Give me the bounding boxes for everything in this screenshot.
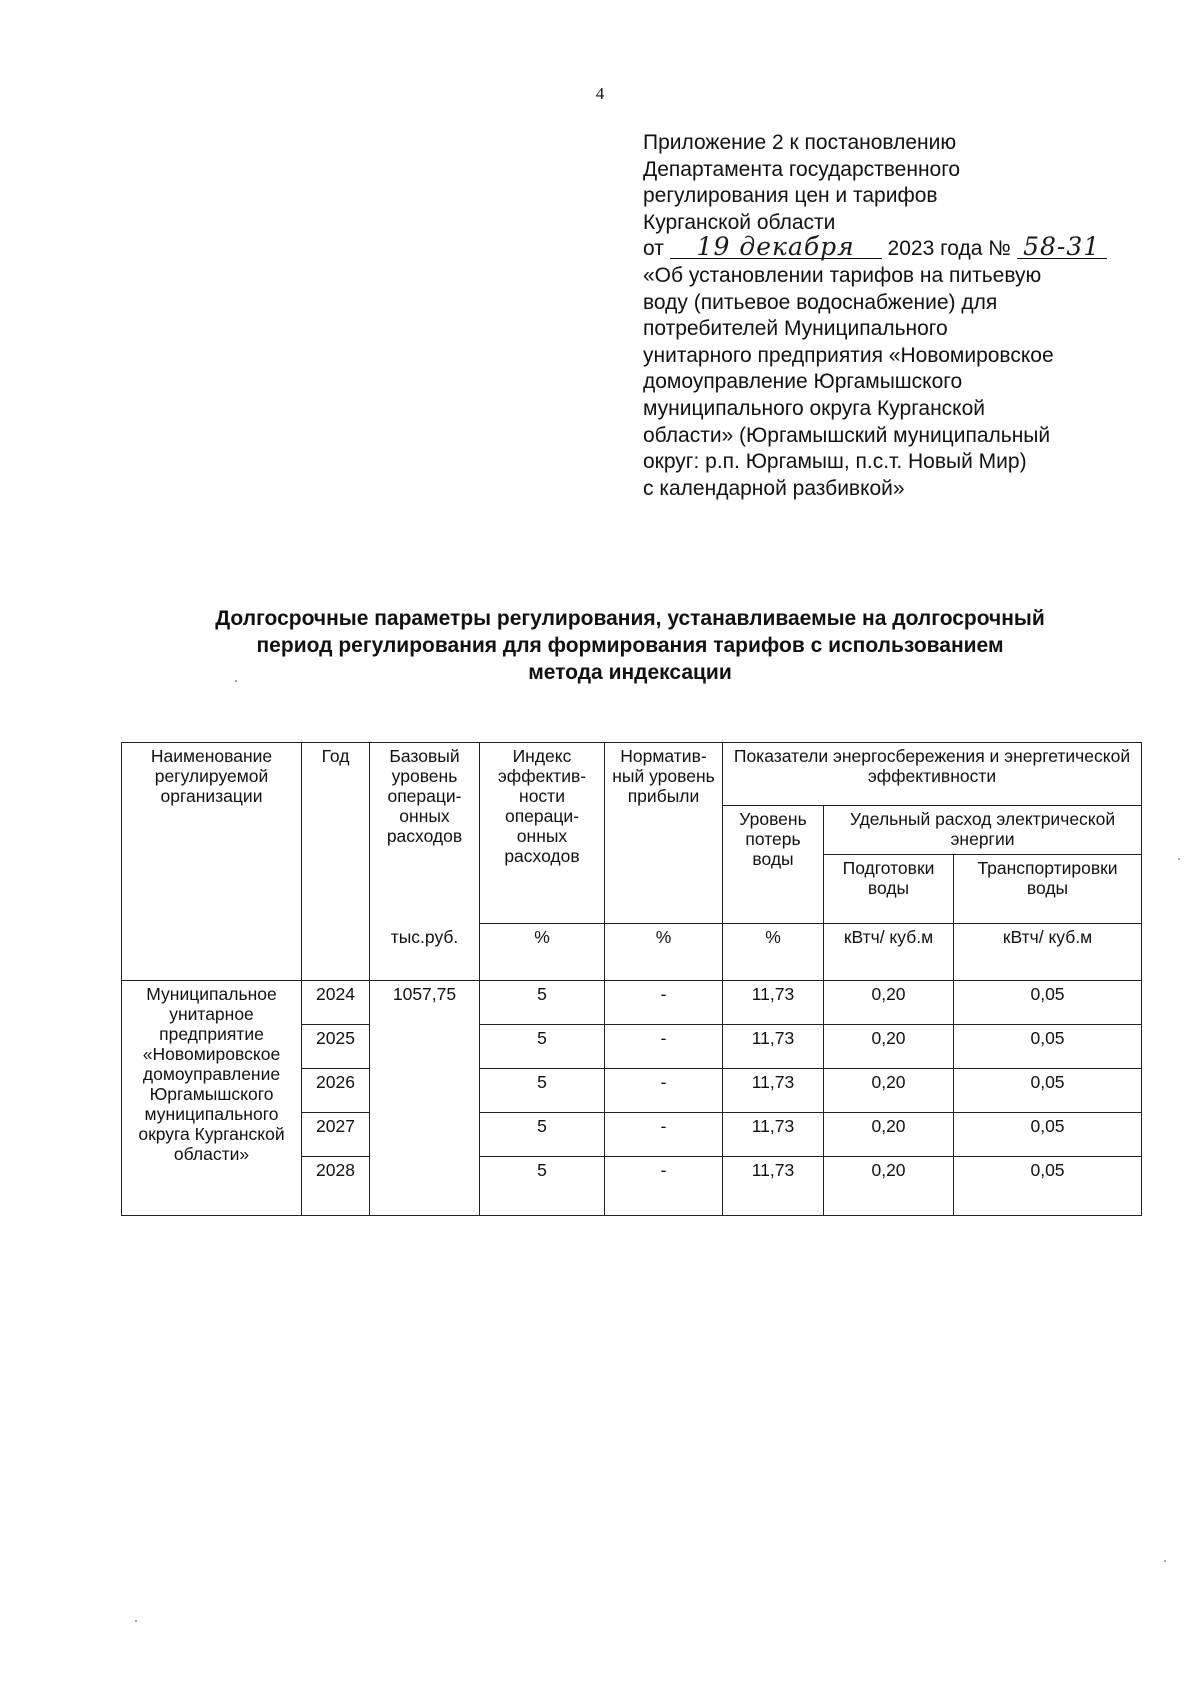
transport-cell: 0,05 (954, 1156, 1142, 1215)
header-index: Индекс эффектив-ности операци-онных расходов (480, 743, 605, 924)
transport-cell: 0,05 (954, 980, 1142, 1024)
header-org: Наименование регулируемой организации (122, 743, 302, 981)
unit-profit: % (605, 924, 723, 981)
unit-prep: кВтч/ куб.м (824, 924, 954, 981)
profit-cell: - (605, 1156, 723, 1215)
transport-cell: 0,05 (954, 1112, 1142, 1156)
unit-base: тыс.руб. (370, 924, 480, 981)
prep-cell: 0,20 (824, 980, 954, 1024)
handwritten-date: 19 декабря (670, 236, 882, 259)
unit-transport: кВтч/ куб.м (954, 924, 1142, 981)
appendix-line: унитарного предприятия «Новомировское (643, 343, 1054, 367)
appendix-line: «Об установлении тарифов на питьевую (643, 263, 1042, 287)
profit-cell: - (605, 1112, 723, 1156)
year-cell: 2028 (302, 1156, 370, 1215)
scan-speck (1164, 1560, 1166, 1562)
unit-losses: % (723, 924, 824, 981)
appendix-line: Приложение 2 к постановлению (643, 131, 957, 154)
appendix-line: потребителей Муниципального (643, 317, 948, 341)
scan-speck (135, 1620, 137, 1622)
date-prefix: от (643, 237, 664, 261)
index-cell: 5 (480, 1156, 605, 1215)
transport-cell: 0,05 (954, 1068, 1142, 1112)
appendix-line: Курганской области (643, 210, 836, 234)
header-base: Базовый уровень операци-онных расходов (370, 743, 480, 924)
unit-index: % (480, 924, 605, 981)
year-cell: 2027 (302, 1112, 370, 1156)
table-row (122, 980, 1142, 1024)
header-year: Год (302, 743, 370, 981)
losses-cell: 11,73 (723, 1112, 824, 1156)
index-cell: 5 (480, 1068, 605, 1112)
appendix-line: воду (питьевое водоснабжение) для (643, 290, 998, 314)
appendix-block (643, 130, 1163, 502)
organization-name: Муниципальное унитарное предприятие «Новомировское домоуправление Юргамышского муниципального округа Курганской области» (122, 980, 302, 1215)
appendix-line: домоуправление Юргамышского (643, 370, 963, 394)
title-line: метода индексации (528, 661, 732, 684)
year-cell: 2026 (302, 1068, 370, 1112)
year-cell: 2025 (302, 1024, 370, 1068)
document-title (110, 605, 1150, 686)
title-line: Долгосрочные параметры регулирования, устанавливаемые на долгосрочный (215, 607, 1045, 630)
appendix-line: области» (Юргамышский муниципальный (643, 423, 1051, 447)
page-number: 4 (595, 84, 605, 103)
year-cell: 2024 (302, 980, 370, 1024)
appendix-line: Департамента государственного (643, 157, 961, 181)
year-text: 2023 года № (887, 237, 1011, 261)
profit-cell: - (605, 980, 723, 1024)
header-energy-group: Показатели энергосбережения и энергетической эффективности (723, 743, 1142, 806)
losses-cell: 11,73 (723, 1024, 824, 1068)
losses-cell: 11,73 (723, 1068, 824, 1112)
index-cell: 5 (480, 1112, 605, 1156)
prep-cell: 0,20 (824, 1024, 954, 1068)
header-profit: Норматив-ный уровень прибыли (605, 743, 723, 924)
appendix-line: округ: р.п. Юргамыш, п.с.т. Новый Мир) (643, 450, 1027, 474)
profit-cell: - (605, 1068, 723, 1112)
handwritten-number: 58-31 (1017, 236, 1107, 259)
index-cell: 5 (480, 1024, 605, 1068)
appendix-line: регулирования цен и тарифов (643, 184, 938, 208)
prep-cell: 0,20 (824, 1068, 954, 1112)
header-specific: Удельный расход электрической энергии (824, 806, 1142, 855)
appendix-line: муниципального округа Курганской (643, 396, 985, 420)
losses-cell: 11,73 (723, 980, 824, 1024)
appendix-line: с календарной разбивкой» (643, 476, 905, 500)
scan-speck (235, 680, 237, 682)
appendix-date-line (643, 232, 1163, 263)
profit-cell: - (605, 1024, 723, 1068)
prep-cell: 0,20 (824, 1112, 954, 1156)
index-cell: 5 (480, 980, 605, 1024)
transport-cell: 0,05 (954, 1024, 1142, 1068)
header-transport: Транспортировки воды (954, 855, 1142, 924)
header-losses: Уровень потерь воды (723, 806, 824, 924)
losses-cell: 11,73 (723, 1156, 824, 1215)
prep-cell: 0,20 (824, 1156, 954, 1215)
base-level: 1057,75 (370, 980, 480, 1215)
scan-speck (1178, 858, 1180, 860)
parameters-table (121, 742, 1142, 1216)
header-row (122, 743, 1142, 806)
header-prep: Подготовки воды (824, 855, 954, 924)
title-line: период регулирования для формирования тарифов с использованием (256, 634, 1004, 657)
